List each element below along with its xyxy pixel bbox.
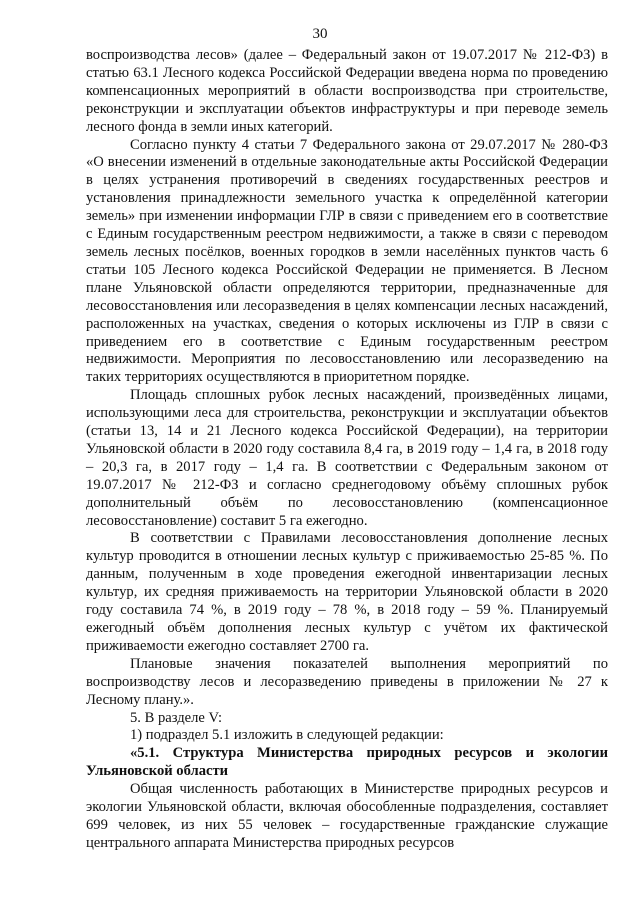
paragraph-federal-law-continuation: воспроизводства лесов» (далее – Федеральный закон от 19.07.2017 № 212-ФЗ) в статью 63.1 Лесного кодекса Российской Федерации введена норма по проведению компенсационных мероприятий в области воспроизводства при строительстве, реконструкции и эксплуатации объектов инфраструктуры и при переводе земель лесного фонда в земли иных категорий. xyxy=(86,47,608,135)
paragraph-subsection-instruction: 1) подраздел 5.1 изложить в следующей редакции: xyxy=(130,727,444,744)
document-body xyxy=(86,47,608,853)
page-number: 30 xyxy=(312,26,328,42)
paragraph-staff-count: Общая численность работающих в Министерстве природных ресурсов и экологии Ульяновской области, включая обособленные подразделения, составляет 699 человек, из них 55 человек – государственные гражданские служащие центрального аппарата Министерства природных ресурсов xyxy=(86,781,608,851)
paragraph-section-v: 5. В разделе V: xyxy=(130,709,223,726)
section-heading-ministry-structure: «5.1. Структура Министерства природных ресурсов и экологии Ульяновской области xyxy=(86,745,608,780)
paragraph-federal-law-280: Согласно пункту 4 статьи 7 Федерального закона от 29.07.2017 № 280-ФЗ «О внесении изменений в отдельные законодательные акты Российской Федерации в целях устранения противоречий в сведениях государственных реестров и установления принадлежности земельного участка к определённой категории земель» при изменении информации ГЛР в связи с приведением его в соответствие с Единым государственным реестром недвижимости, а также в связи с переводом земель лесных посёлков, военных городков в земли населённых пунктов часть 6 статьи 105 Лесного кодекса Российской Федерации не применяется. В Лесном плане Ульяновской области определяются территории, предназначенные для лесовосстановления или лесоразведения в целях компенсации лесных насаждений, расположенных на участках, сведения о которых исключены из ГЛР в связи с приведением его в соответствие с Единым государственным реестром недвижимости. Мероприятия по лесовосстановлению или лесоразведению на таких территориях осуществляются в приоритетном порядке. xyxy=(86,136,608,386)
paragraph-forest-cultures: В соответствии с Правилами лесовосстановления дополнение лесных культур проводится в отношении лесных культур с приживаемостью 25-85 %. По данным, полученным в ходе проведения ежегодной инвентаризации лесных культур, их средняя приживаемость на территории Ульяновской области в 2020 году составила 74 %, в 2019 году – 78 %, в 2018 году – 59 %. Планируемый ежегодный объём дополнения лесных культур с учётом их фактической приживаемости ежегодно составляет 2700 га. xyxy=(86,530,608,654)
paragraph-clearcut-area: Площадь сплошных рубок лесных насаждений, произведённых лицами, использующими леса для строительства, реконструкции и эксплуатации объектов (статьи 13, 14 и 21 Лесного кодекса Российской Федерации), на территории Ульяновской области в 2020 году составила 8,4 га, в 2019 году – 1,4 га, в 2018 году – 20,3 га, в 2017 году – 1,4 га. В соответствии с Федеральным законом от 19.07.2017 № 212-ФЗ и согласно среднегодовому объёму сплошных рубок дополнительный объём по лесовосстановлению (компенсационное лесовосстановление) составит 5 га ежегодно. xyxy=(86,387,608,529)
paragraph-planned-values: Плановые значения показателей выполнения мероприятий по воспроизводству лесов и лесоразведению приведены в приложении № 27 к Лесному плану.». xyxy=(86,655,608,708)
